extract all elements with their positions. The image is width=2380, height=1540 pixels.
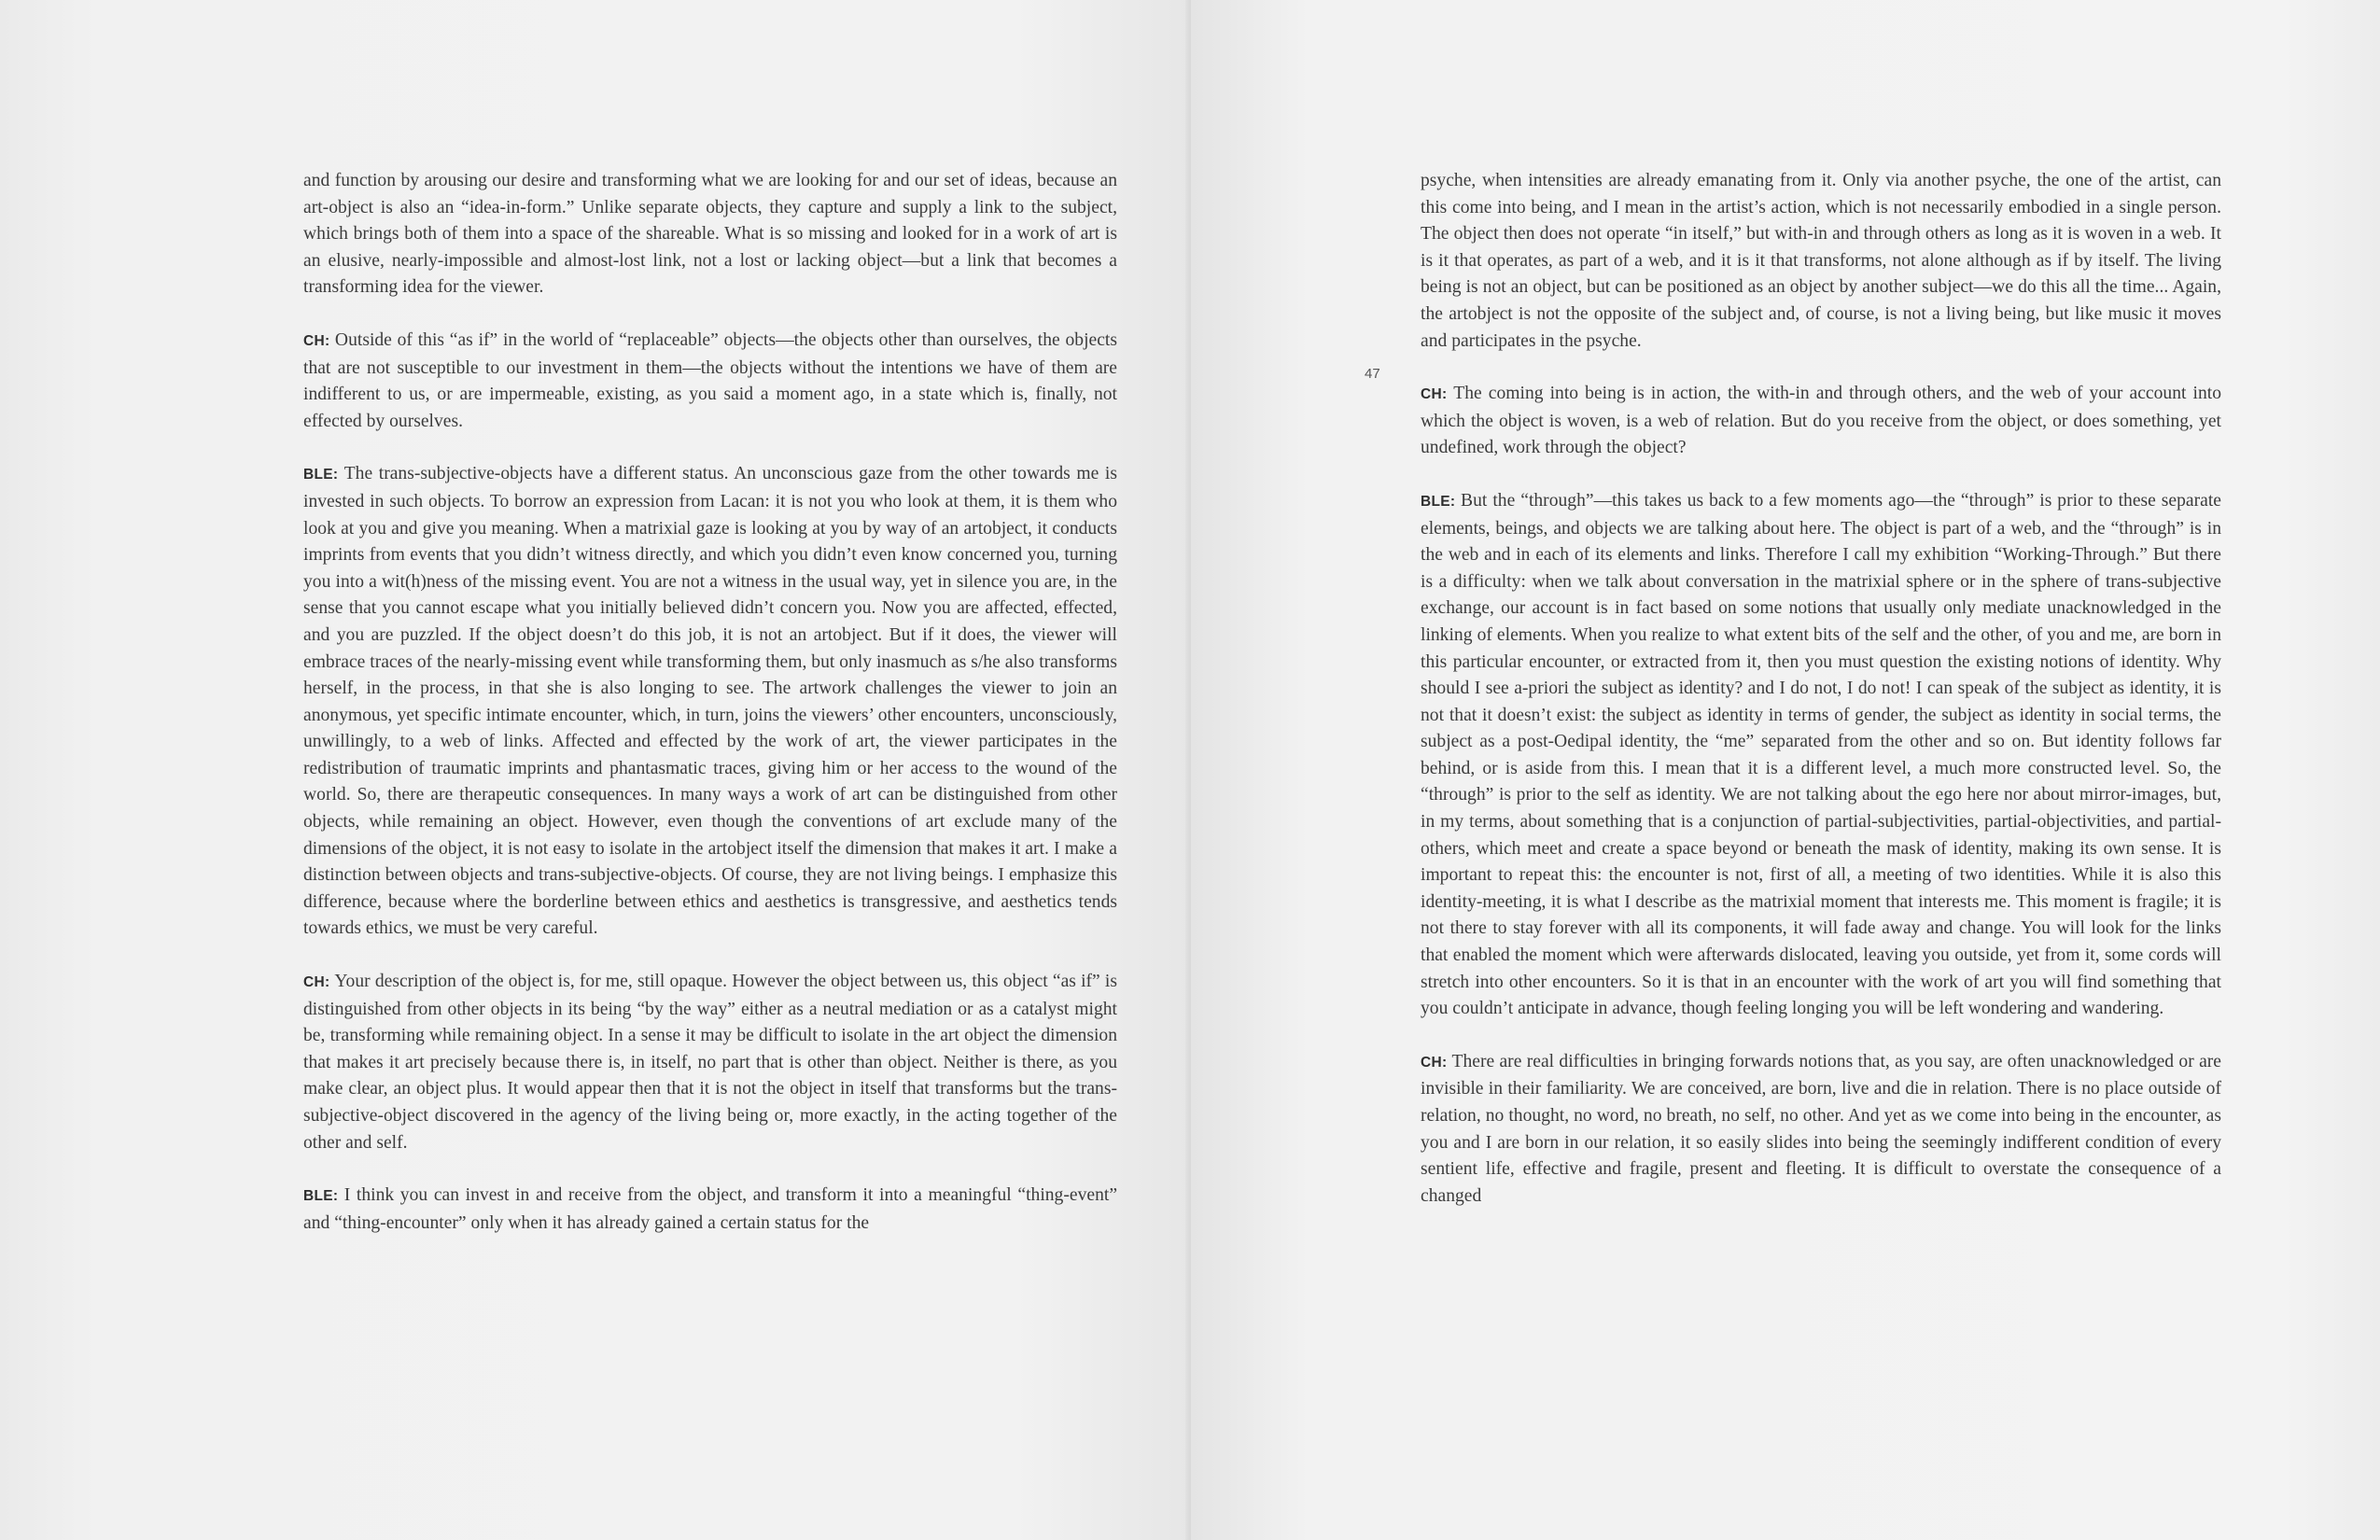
left-text-column: [303, 168, 1117, 1263]
right-text-column: [1421, 168, 2221, 1236]
paragraph: [303, 1183, 1117, 1237]
paragraph: [1421, 168, 2221, 355]
paragraph: [303, 461, 1117, 943]
speaker-label: BLE:: [1421, 493, 1462, 510]
paragraph-text: I think you can invest in and receive from the object, and transform it into a meaningful “thing-event” and “thing-encounter” only when it has already gained a certain status for the: [303, 1185, 1118, 1233]
paragraph-text: There are real difficulties in bringing forwards notions that, as you say, are often unacknowledged or are invisible in their familiarity. We are conceived, are born, live and die in relation. There is no place outside of relation, no thought, no word, no breath, no self, no other. And yet as we come into being in the encounter, as you and I are born in our relation, it so easily slides into being the seemingly indifferent condition of every sentient life, effective and fragile, present and fleeting. It is difficult to overstate the consequence of a changed: [1421, 1051, 2221, 1206]
speaker-label: CH:: [303, 974, 335, 991]
paragraph-text: The coming into being is in action, the with-in and through others, and the web of your account into which the object is woven, is a web of relation. But do you receive from the object, or does something, yet undefined, work through the object?: [1421, 384, 2221, 458]
paragraph: [1421, 1049, 2221, 1211]
paragraph: [303, 969, 1117, 1156]
paragraph: [1421, 488, 2221, 1023]
page-number: 47: [1365, 366, 1380, 382]
speaker-label: CH:: [1421, 1054, 1452, 1071]
paragraph-text: The trans-subjective-objects have a different status. An unconscious gaze from the other towards me is invested in such objects. To borrow an expression from Lacan: it is not you who look at them, it is them who look at you and give you meaning. When a matrixial gaze is looking at you by way of an artobject, it conducts imprints from events that you didn’t witness directly, and which you didn’t even know concerned you, turning you into a wit(h)ness of the missing event. You are not a witness in the usual way, yet in silence you are, in the sense that you cannot escape what you initially believed didn’t concern you. Now you are affected, effected, and you are puzzled. If the object doesn’t do this job, it is not an artobject. But if it does, the viewer will embrace traces of the nearly-missing event while transforming them, but only inasmuch as s/he also transforms herself, in the process, in that she is also longing to see. The artwork challenges the viewer to join an anonymous, yet specific intimate encounter, which, in turn, joins the viewers’ other encounters, unconsciously, unwillingly, to a web of links. Affected and effected by the work of art, the viewer participates in the redistribution of traumatic imprints and phantasmatic traces, giving him or her access to the wound of the world. So, there are therapeutic consequences. In many ways a work of art can be distinguished from other objects, while remaining an object. However, even though the conventions of art exclude many of the dimensions of the object, it is not easy to isolate in the artobject itself the dimension that makes it art. I make a distinction between objects and trans-subjective-objects. Of course, they are not living beings. I emphasize this difference, because where the borderline between ethics and aesthetics is transgressive, and aesthetics tends towards ethics, we must be very careful.: [303, 464, 1118, 939]
paragraph-text: and function by arousing our desire and transforming what we are looking for and our set of ideas, because an art-object is also an “idea-in-form.” Unlike separate objects, they capture and supply a link to the subject, which brings both of them into a space of the shareable. What is so missing and looked for in a work of art is an elusive, nearly-impossible and almost-lost link, not a lost or lacking object—but a link that becomes a transforming idea for the viewer.: [303, 171, 1117, 298]
speaker-label: CH:: [303, 332, 335, 349]
speaker-label: BLE:: [303, 467, 344, 483]
paragraph-text: Your description of the object is, for me, still opaque. However the object between us, this object “as if” is distinguished from other objects in its being “by the way” either as a neutral mediation or as a catalyst might be, transforming while remaining object. In a sense it may be difficult to isolate in the art object the dimension that makes it art precisely because there is, in itself, no part that is other than object. Neither is there, as you make clear, an object plus. It would appear then that it is not the object in itself that transforms but the trans-subjective-object discovered in the agency of the living being or, more exactly, in the acting together of the other and self.: [303, 972, 1117, 1153]
paragraph-text: Outside of this “as if” in the world of “replaceable” objects—the objects other than ourselves, the objects that are not susceptible to our investment in them—the objects without the intentions we have of them are indifferent to us, or are impermeable, existing, as you said a moment ago, in a state which is, finally, not effected by ourselves.: [303, 329, 1117, 431]
speaker-label: CH:: [1421, 386, 1454, 403]
speaker-label: BLE:: [303, 1188, 344, 1205]
paragraph: [303, 328, 1117, 435]
paragraph-text: psyche, when intensities are already emanating from it. Only via another psyche, the one of the artist, can this come into being, and I mean in the artist’s action, which is not necessarily embodied in a single person. The object then does not operate “in itself,” but with-in and through others as long as it is woven in a web. It is it that operates, as part of a web, and it is it that transforms, not alone although as if by itself. The living being is not an object, but can be positioned as an object by another subject—we do this all the time... Again, the artobject is not the opposite of the subject and, of course, is not a living being, but like music it moves and participates in the psyche.: [1421, 171, 2221, 351]
paragraph: [303, 168, 1117, 301]
paragraph-text: But the “through”—this takes us back to a few moments ago—the “through” is prior to these separate elements, beings, and objects we are talking about here. The object is part of a web, and the “through” is in the web and in each of its elements and links. Therefore I call my exhibition “Working-Through.” But there is a difficulty: when we talk about conversation in the matrixial sphere or in the sphere of trans-subjective exchange, our account is in fact based on some notions that usually only mediate unacknowledged in the linking of elements. When you realize to what extent bits of the self and the other, of you and me, are born in this particular encounter, or extracted from it, then you must question the existing notions of identity. Why should I see a-priori the subject as identity? and I do not, I do not! I can speak of the subject as identity, it is not that it doesn’t exist: the subject as identity in terms of gender, the subject as identity in social terms, the subject as a post-Oedipal identity, the “me” separated from the other and so on. But identity follows far behind, or is aside from this. I mean that it is a different level, a much more constructed level. So, the “through” is prior to the self as identity. We are not talking about the ego here nor about mirror-images, but, in my terms, about something that is a conjunction of partial-subjectivities, partial-objectivities, and partial-others, which meet and create a space beyond or beneath the mask of identity, making its own sense. It is important to repeat this: the encounter is not, first of all, a meeting of two identities. While it is also this identity-meeting, it is what I describe as the matrixial moment that interests me. This moment is fragile; it is not there to stay forever with all its components, it will fade away and change. You will look for the links that enabled the moment which were afterwards dislocated, leaving you outside, yet from it, some cords will stretch into other encounters. So it is that in an encounter with the work of art you will find something that you couldn’t anticipate in advance, though feeling longing you will be left wondering and wandering.: [1421, 490, 2221, 1019]
paragraph: [1421, 381, 2221, 462]
